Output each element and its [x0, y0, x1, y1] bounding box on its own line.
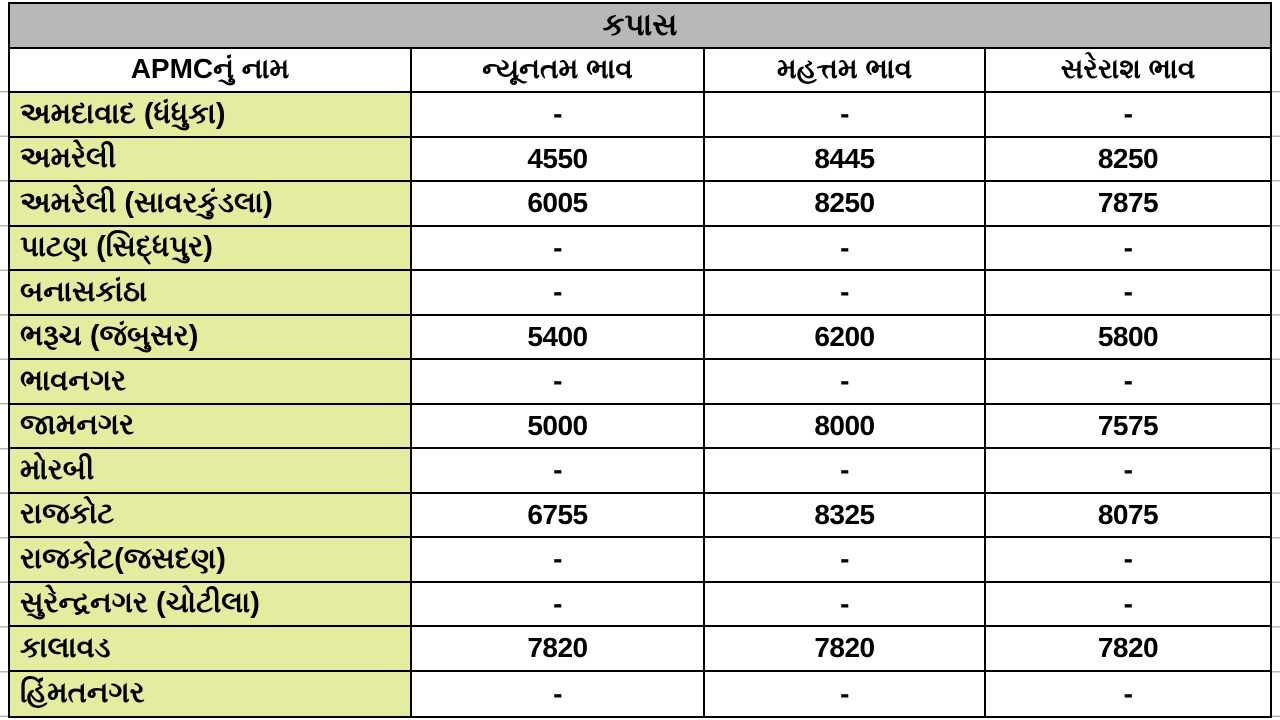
- right-margin-gridlines: [1271, 91, 1280, 719]
- min-price-cell: -: [412, 449, 705, 494]
- apmc-name-cell: રાજકોટ(જસદણ): [10, 538, 412, 583]
- apmc-name-cell: મોરબી: [10, 449, 412, 494]
- min-price-cell: 5400: [412, 316, 705, 361]
- apmc-name-cell: રાજકોટ: [10, 494, 412, 539]
- max-price-cell: -: [705, 538, 986, 583]
- avg-price-cell: -: [986, 271, 1270, 316]
- avg-price-cell: -: [986, 672, 1270, 717]
- max-price-cell: -: [705, 672, 986, 717]
- column-header-min-price: ન્યૂનતમ ભાવ: [412, 49, 705, 94]
- column-header-apmc-name: APMCનું નામ: [10, 49, 412, 94]
- avg-price-cell: -: [986, 360, 1270, 405]
- column-header-max-price: મહત્તમ ભાવ: [705, 49, 986, 94]
- max-price-cell: -: [705, 360, 986, 405]
- apmc-name-cell: સુરેન્દ્રનગર (ચોટીલા): [10, 583, 412, 628]
- apmc-name-cell: અમરેલી (સાવરકુંડલા): [10, 182, 412, 227]
- avg-price-cell: -: [986, 538, 1270, 583]
- apmc-name-cell: ભરૂચ (જંબુસર): [10, 316, 412, 361]
- max-price-cell: -: [705, 583, 986, 628]
- avg-price-cell: -: [986, 93, 1270, 138]
- avg-price-cell: 8250: [986, 138, 1270, 183]
- avg-price-cell: -: [986, 449, 1270, 494]
- max-price-cell: 8250: [705, 182, 986, 227]
- apmc-name-cell: અમદાવાદ (ધંધુકા): [10, 93, 412, 138]
- min-price-cell: 6755: [412, 494, 705, 539]
- apmc-name-cell: અમરેલી: [10, 138, 412, 183]
- apmc-name-cell: પાટણ (સિદ્ધપુર): [10, 227, 412, 272]
- avg-price-cell: 7820: [986, 627, 1270, 672]
- table-title: કપાસ: [10, 4, 1270, 49]
- avg-price-cell: -: [986, 583, 1270, 628]
- avg-price-cell: 7575: [986, 405, 1270, 450]
- avg-price-cell: 8075: [986, 494, 1270, 539]
- min-price-cell: -: [412, 672, 705, 717]
- max-price-cell: -: [705, 271, 986, 316]
- max-price-cell: -: [705, 227, 986, 272]
- max-price-cell: 8325: [705, 494, 986, 539]
- apmc-name-cell: હિંમતનગર: [10, 672, 412, 717]
- column-header-avg-price: સરેરાશ ભાવ: [986, 49, 1270, 94]
- min-price-cell: 4550: [412, 138, 705, 183]
- max-price-cell: 6200: [705, 316, 986, 361]
- min-price-cell: -: [412, 227, 705, 272]
- avg-price-cell: -: [986, 227, 1270, 272]
- min-price-cell: -: [412, 93, 705, 138]
- apmc-name-cell: ભાવનગર: [10, 360, 412, 405]
- apmc-name-cell: કાલાવડ: [10, 627, 412, 672]
- min-price-cell: -: [412, 538, 705, 583]
- min-price-cell: -: [412, 360, 705, 405]
- min-price-cell: 6005: [412, 182, 705, 227]
- max-price-cell: 7820: [705, 627, 986, 672]
- max-price-cell: -: [705, 93, 986, 138]
- max-price-cell: -: [705, 449, 986, 494]
- avg-price-cell: 5800: [986, 316, 1270, 361]
- min-price-cell: 7820: [412, 627, 705, 672]
- max-price-cell: 8445: [705, 138, 986, 183]
- apmc-name-cell: જામનગર: [10, 405, 412, 450]
- apmc-name-cell: બનાસકાંઠા: [10, 271, 412, 316]
- avg-price-cell: 7875: [986, 182, 1270, 227]
- price-table: [8, 2, 1272, 718]
- max-price-cell: 8000: [705, 405, 986, 450]
- min-price-cell: -: [412, 271, 705, 316]
- min-price-cell: 5000: [412, 405, 705, 450]
- min-price-cell: -: [412, 583, 705, 628]
